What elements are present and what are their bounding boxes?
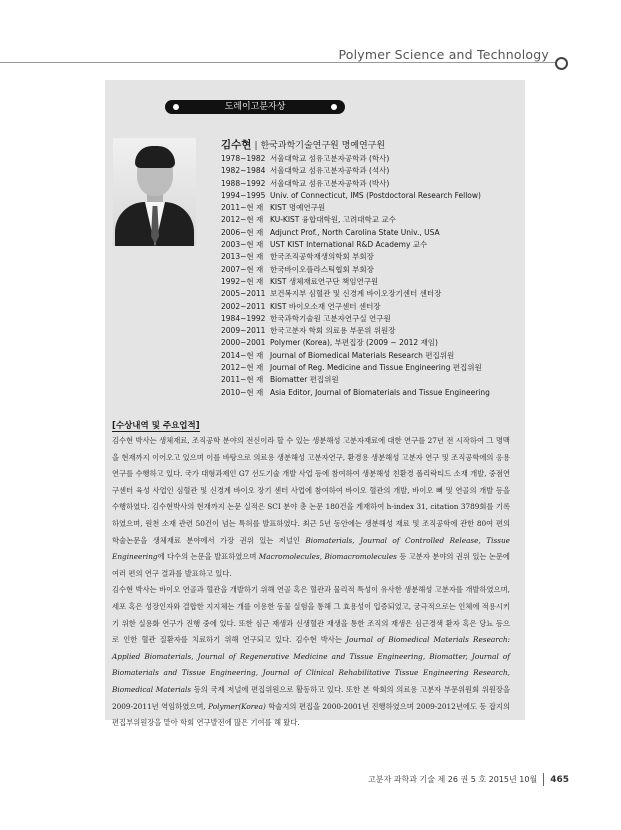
paragraph: 김수현 박사는 생체재료, 조직공학 분야의 전신이라 할 수 있는 생분해성 고분자재료에 대한 연구를 27년 전 시작하여 그 명맥을 현재까지 이어오고 있으며 이를 바탕으로 의료용 생분해성 고분자연구, 환경용 생분해성 고분자 연구 및 조직공학에의 응용연구를 수행하고 있다. 국가 대형과제인 G7 선도기술 개발 사업 등에 참여하여 생분해성 친환경 폴리락티드 소재 개발, 중점연구센터 육성 사업인 심혈관 및 신경계 바이오 장기 센터 사업에 참여하여 바이오 혈관의 개발, 바이오 뼈 및 연골의 개발 등을 수행하였다. 김수현박사의 현재까지 논문 실적은 SCI 분야 총 논문 180건을 게재하여 h-index 31, citation 3789회를 기록하였으며, 원천 소재 관련 50건이 넘는 특허를 발표하였다. 최근 5년 동안에는 생분해성 재료 및 조직공학에 관한 80여 편의 학술논문을 생체재료 분야에서 가장 권위 있는 저널인 Biomaterials, Journal of Controlled Release, Tissue Engineering에 다수의 논문을 발표하였으며 Macromolecules, Biomacromolecules 등 고분자 분야의 권위 있는 논문에 여러 편의 연구 결과를 발표하고 있다. [112, 436, 510, 578]
career-item [221, 239, 490, 251]
separator: | [254, 141, 258, 151]
career-text: 서울대학교 섬유고분자공학과 (석사) [270, 166, 390, 176]
career-list [221, 153, 490, 399]
career-text: 서울대학교 섬유고분자공학과 (학사) [270, 154, 390, 163]
career-years: 2013~현 재 [221, 252, 264, 262]
paragraph: 김수현 박사는 바이오 연골과 혈관을 개발하기 위해 연골 혹은 혈관과 물리적 특성이 유사한 생분해성 고분자를 개발하였으며, 세포 혹은 성장인자와 결합한 지지체는 개를 이용한 동물 실험을 통해 그 효용성이 입증되었고, 궁극적으로는 인체에 적용시키기 위한 실용화 연구가 진행 중에 있다. 또한 심근 재생과 신생혈관 재생을 통한 조직의 재생은 심근경색 환자 혹은 당뇨 등으로 인한 혈관 질환자를 치료하기 위해 연구되고 있다. 김수현 박사는 Journal of Biomedical Materials Research: Applied Biomaterials, Journal of Regenerative Medicine and Tissue Engineering, Biomatter, Journal of Biomaterials and Tissue Engineering, Journal of Clinical Rehabilitative Tissue Engineering Research, Biomedical Materials 등의 국제 저널에 편집위원으로 활동하고 있다. 또한 본 학회의 의료용 고분자 부문위원회 위원장을 2009-2011년 역임하였으며, Polymer(Korea) 학술지의 편집을 2000-2001년 진행하였으며 2009-2012년에도 동 잡지의 편집부위원장을 맡아 학회 연구발전에 많은 기여를 해 왔다. [112, 585, 510, 728]
career-text: Biomatter 편집위원 [270, 375, 339, 385]
career-item [221, 313, 490, 325]
career-item [221, 251, 490, 263]
career-text: 한국고분자 학회 의료용 부문위 위원장 [270, 326, 396, 336]
career-item [221, 202, 490, 214]
career-years: 2014~현 재 [221, 350, 264, 360]
career-text: 서울대학교 섬유고분자공학과 (박사) [270, 178, 390, 188]
career-years: 2002~2011 [221, 301, 266, 311]
career-text: KIST 명예연구원 [270, 203, 326, 213]
career-text: UST KIST International R&D Academy 교수 [270, 240, 428, 250]
career-item [221, 337, 490, 349]
career-years: 2006~현 재 [221, 227, 264, 237]
career-item [221, 165, 490, 177]
career-years: 2005~2011 [221, 289, 266, 299]
career-text: 한국과학기술원 고분자연구실 연구원 [270, 313, 391, 323]
career-text: KIST 생체재료연구단 책임연구원 [270, 276, 379, 286]
section-banner [165, 100, 345, 114]
career-text: Adjunct Prof., North Carolina State Univ., USA [270, 227, 440, 237]
footer-separator [543, 773, 544, 786]
portrait-photo [113, 138, 196, 246]
career-item [221, 190, 490, 202]
bullet-icon [331, 104, 337, 110]
career-years: 2003~현 재 [221, 240, 264, 250]
career-item [221, 153, 490, 165]
career-item [221, 276, 490, 288]
page-footer [368, 773, 569, 786]
career-item [221, 227, 490, 239]
career-years: 1992~현 재 [221, 276, 264, 286]
page-number: 465 [550, 775, 569, 785]
career-years: 1994~1995 [221, 190, 266, 200]
career-item [221, 362, 490, 374]
career-years: 2012~현 재 [221, 363, 264, 373]
career-item [221, 325, 490, 337]
awards-heading: [수상내역 및 주요업적] [112, 421, 200, 431]
career-years: 1978~1982 [221, 154, 266, 163]
career-text: Journal of Biomedical Materials Research 편집위원 [270, 350, 455, 360]
career-item [221, 214, 490, 226]
header-circle-ornament [555, 57, 568, 70]
career-years: 1988~1992 [221, 178, 266, 188]
career-text: Polymer (Korea), 부편집장 (2009 ~ 2012 재임) [270, 338, 438, 348]
awards-body [112, 433, 510, 732]
career-item [221, 350, 490, 362]
career-years: 2011~현 재 [221, 375, 264, 385]
career-item [221, 288, 490, 300]
career-years: 2000~2001 [221, 338, 266, 348]
career-years: 2009~2011 [221, 326, 266, 336]
person-heading [221, 137, 385, 152]
person-name: 김수현 [221, 139, 252, 151]
career-text: 한국조직공학재생의학회 부회장 [270, 252, 374, 262]
career-years: 1984~1992 [221, 313, 266, 323]
footer-journal-info: 고분자 과학과 기술 제 26 권 5 호 2015년 10월 [368, 775, 538, 784]
career-years: 1982~1984 [221, 166, 266, 176]
career-text: Asia Editor, Journal of Biomaterials and Tissue Engineering [270, 387, 490, 397]
career-item [221, 387, 490, 399]
career-item [221, 374, 490, 386]
career-years: 2007~현 재 [221, 264, 264, 274]
career-text: Journal of Reg. Medicine and Tissue Engineering 편집위원 [270, 363, 482, 373]
career-item [221, 264, 490, 276]
career-text: Univ. of Connecticut, IMS (Postdoctoral Research Fellow) [270, 190, 481, 200]
career-years: 2012~현 재 [221, 215, 264, 225]
career-years: 2010~현 재 [221, 387, 264, 397]
career-text: 보건복지부 심혈관 및 신경계 바이오장기센터 센터장 [270, 289, 442, 299]
career-item [221, 301, 490, 313]
header-rule [0, 62, 556, 63]
career-text: KIST 바이오소재 연구센터 센터장 [270, 301, 381, 311]
career-text: 한국바이오플라스틱협회 부회장 [270, 264, 374, 274]
person-affiliation: 한국과학기술연구원 명예연구원 [260, 141, 386, 151]
career-text: KU-KIST 융합대학원, 고려대학교 교수 [270, 215, 396, 225]
career-years: 2011~현 재 [221, 203, 264, 213]
section-title: 도레이고분자상 [224, 102, 286, 112]
journal-title: Polymer Science and Technology [338, 47, 549, 62]
career-item [221, 178, 490, 190]
